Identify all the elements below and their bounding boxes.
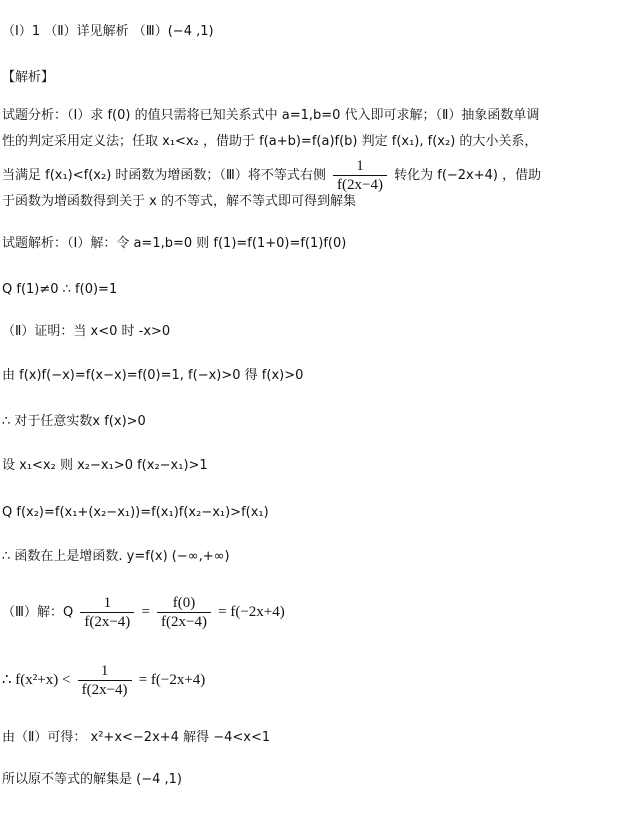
- analysis-line-3b: 转化为 f(−2x+4) ，借助: [394, 168, 542, 183]
- solution-line-9-prefix: （Ⅲ）解：Q: [2, 605, 74, 620]
- solution-line-5: ∴ 对于任意实数x f(x)>0: [2, 414, 146, 429]
- solution-line-4: 由 f(x)f(−x)=f(x−x)=f(0)=1, f(−x)>0 得 f(x)>0: [2, 368, 304, 383]
- solution-fraction-1: [80, 594, 134, 631]
- solution-line-1: 试题解析：（Ⅰ）解：令 a=1,b=0 则 f(1)=f(1+0)=f(1)f(0): [2, 236, 347, 251]
- section-heading: 【解析】: [2, 70, 55, 85]
- analysis-line-4: 于函数为增函数得到关于 x 的不等式，解不等式即可得到解集: [2, 194, 356, 209]
- fraction-denominator: f(2x−4): [333, 175, 387, 194]
- fraction-denominator: f(2x−4): [157, 612, 211, 631]
- fraction-numerator: 1: [356, 158, 364, 174]
- solution-line-10: [2, 660, 205, 701]
- solution-fraction-3: [78, 662, 132, 699]
- solution-line-10-suffix: = f(−2x+4): [138, 672, 206, 688]
- solution-line-9-suffix: = f(−2x+4): [218, 604, 285, 620]
- solution-line-3: （Ⅱ）证明：当 x<0 时 -x>0: [2, 324, 171, 339]
- analysis-line-3a: 当满足 f(x₁)<f(x₂) 时函数为增函数；（Ⅲ）将不等式右侧: [2, 168, 326, 183]
- solution-line-7: Q f(x₂)=f(x₁+(x₂−x₁))=f(x₁)f(x₂−x₁)>f(x₁): [2, 505, 269, 520]
- analysis-line-3: [2, 156, 541, 196]
- fraction-numerator: 1: [103, 595, 112, 611]
- analysis-fraction: [333, 157, 387, 194]
- analysis-line-2: 性的判定采用定义法；任取 x₁<x₂ ，借助于 f(a+b)=f(a)f(b) 判定 f(x₁), f(x₂) 的大小关系，: [2, 134, 538, 149]
- fraction-denominator: f(2x−4): [78, 680, 132, 699]
- solution-line-8: ∴ 函数在上是增函数. y=f(x) (−∞,+∞): [2, 549, 230, 564]
- fraction-numerator: f(0): [172, 595, 196, 611]
- solution-line-12: 所以原不等式的解集是 (−4 ,1): [2, 772, 182, 787]
- answer-line: （Ⅰ）1 （Ⅱ）详见解析 （Ⅲ）(−4 ,1): [2, 24, 214, 39]
- fraction-denominator: f(2x−4): [80, 612, 134, 631]
- solution-line-6: 设 x₁<x₂ 则 x₂−x₁>0 f(x₂−x₁)>1: [2, 458, 208, 473]
- solution-line-10-prefix: ∴ f(x²+x) <: [2, 672, 71, 688]
- solution-line-9: [2, 592, 285, 633]
- analysis-line-1: 试题分析：（Ⅰ）求 f(0) 的值只需将已知关系式中 a=1,b=0 代入即可求解；（Ⅱ）抽象函数单调: [2, 108, 540, 123]
- solution-fraction-2: [157, 594, 211, 631]
- solution-line-2: Q f(1)≠0 ∴ f(0)=1: [2, 282, 118, 297]
- fraction-numerator: 1: [100, 663, 109, 679]
- equals-sign: =: [141, 604, 150, 620]
- solution-line-11: 由（Ⅱ）可得： x²+x<−2x+4 解得 −4<x<1: [2, 730, 271, 745]
